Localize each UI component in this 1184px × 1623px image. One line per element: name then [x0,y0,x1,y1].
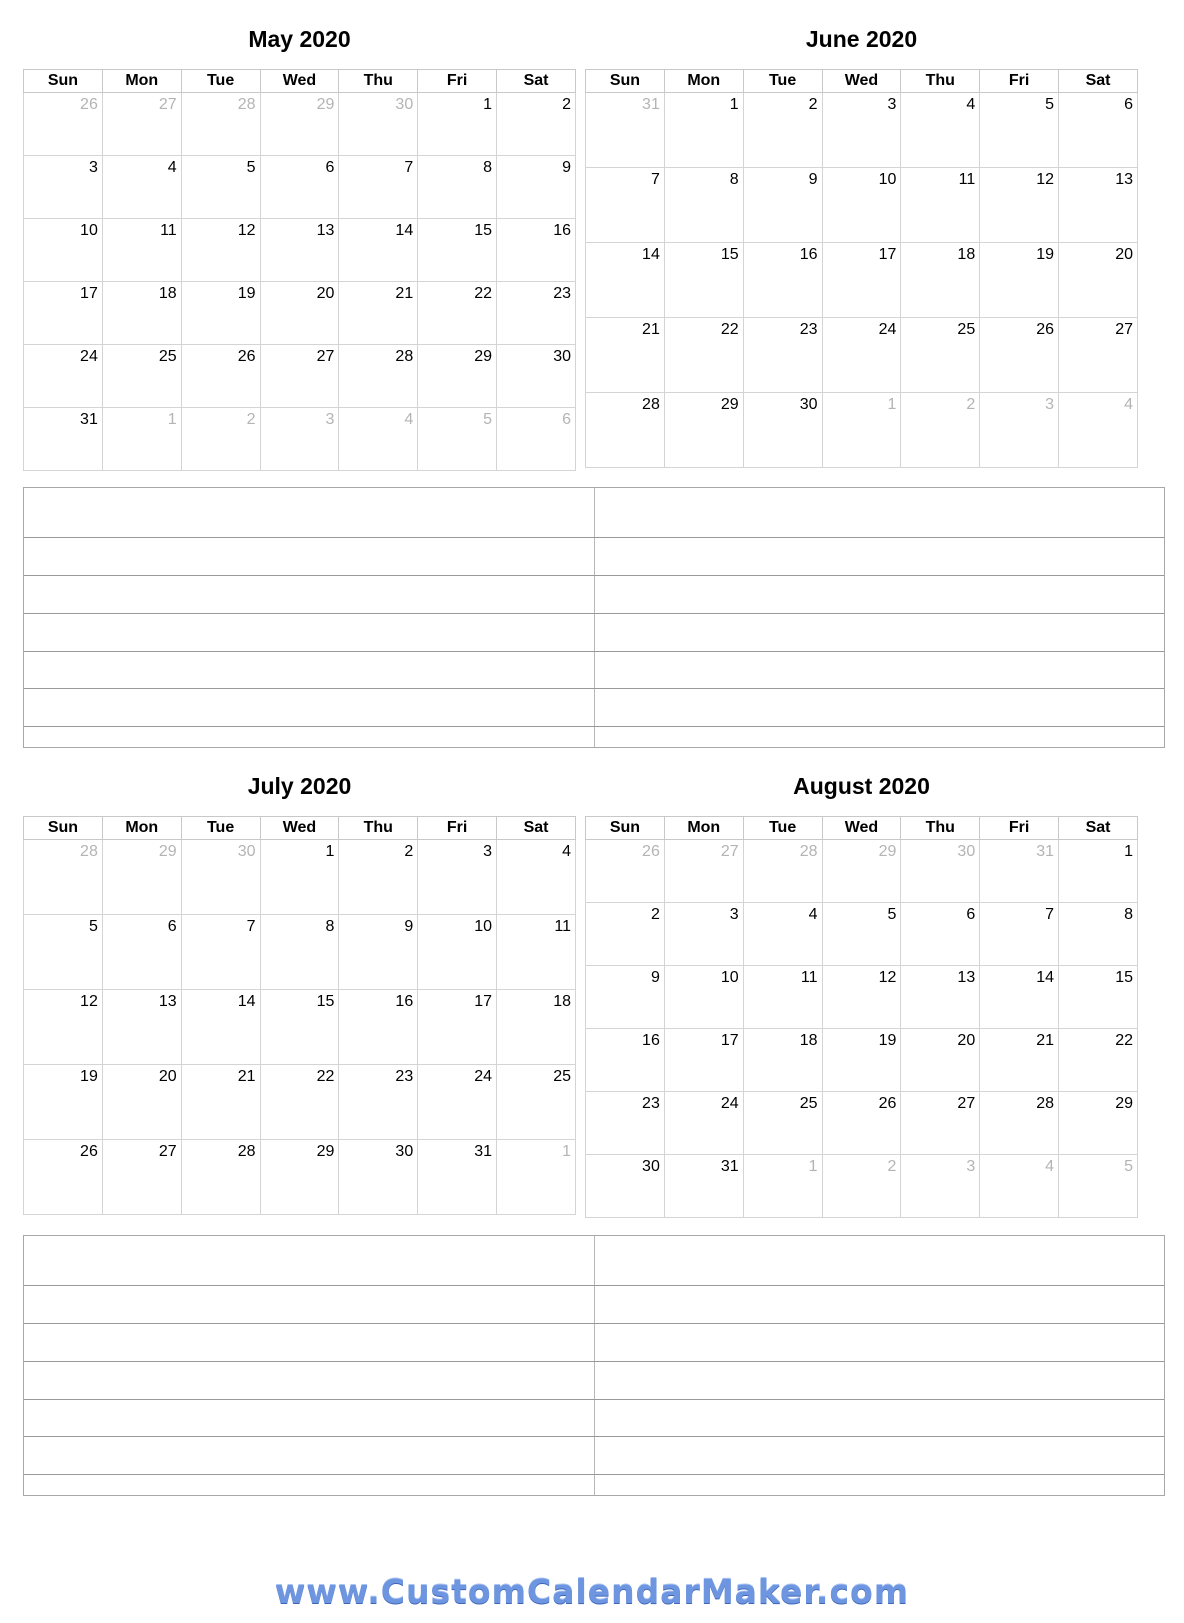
day-cell: 12 [822,966,901,1029]
day-cell: 17 [822,243,901,318]
day-cell: 23 [743,318,822,393]
day-cell: 2 [339,840,418,915]
day-cell: 25 [497,1065,576,1140]
day-cell: 26 [181,345,260,408]
day-cell: 20 [102,1065,181,1140]
day-cell: 4 [901,93,980,168]
notes-line [24,1323,1164,1324]
day-cell: 1 [260,840,339,915]
weekday-header: Fri [980,70,1059,93]
week-row [24,282,576,345]
week-row [586,1155,1138,1218]
weekday-header: Sat [1059,817,1138,840]
week-row [24,915,576,990]
day-cell: 16 [497,219,576,282]
week-row [24,990,576,1065]
day-cell: 15 [260,990,339,1065]
day-cell: 5 [822,903,901,966]
day-cell: 19 [181,282,260,345]
weekday-header: Tue [181,70,260,93]
day-cell: 9 [743,168,822,243]
week-row [24,156,576,219]
adjacent-month-day-cell: 2 [181,408,260,471]
day-cell: 27 [260,345,339,408]
day-cell: 13 [260,219,339,282]
day-cell: 17 [664,1029,743,1092]
weekday-header: Tue [743,817,822,840]
day-cell: 21 [586,318,665,393]
adjacent-month-day-cell: 1 [497,1140,576,1215]
day-cell: 25 [743,1092,822,1155]
notes-line [24,726,1164,727]
weekday-header: Wed [822,70,901,93]
day-cell: 9 [586,966,665,1029]
adjacent-month-day-cell: 4 [1059,393,1138,468]
day-cell: 24 [664,1092,743,1155]
day-cell: 6 [901,903,980,966]
day-cell: 13 [901,966,980,1029]
day-cell: 20 [260,282,339,345]
day-cell: 6 [1059,93,1138,168]
notes-line [24,1436,1164,1437]
month-title: August 2020 [793,773,930,799]
day-cell: 4 [102,156,181,219]
adjacent-month-day-cell: 4 [339,408,418,471]
week-row [586,243,1138,318]
day-cell: 30 [497,345,576,408]
day-cell: 7 [339,156,418,219]
day-cell: 26 [24,1140,103,1215]
day-cell: 6 [260,156,339,219]
notes-line [24,575,1164,576]
day-cell: 10 [822,168,901,243]
adjacent-month-day-cell: 2 [901,393,980,468]
calendar-grid [23,816,576,1215]
day-cell: 29 [260,1140,339,1215]
week-row [24,219,576,282]
month-title: May 2020 [248,26,351,52]
day-cell: 28 [181,1140,260,1215]
day-cell: 19 [822,1029,901,1092]
day-cell: 8 [260,915,339,990]
weekday-header: Mon [102,70,181,93]
day-cell: 18 [743,1029,822,1092]
day-cell: 28 [339,345,418,408]
adjacent-month-day-cell: 4 [980,1155,1059,1218]
notes-line [24,1285,1164,1286]
day-cell: 22 [260,1065,339,1140]
day-cell: 12 [24,990,103,1065]
day-cell: 8 [418,156,497,219]
weekday-header: Tue [181,817,260,840]
day-cell: 3 [24,156,103,219]
day-cell: 13 [102,990,181,1065]
calendar-grid [585,816,1138,1218]
day-cell: 30 [586,1155,665,1218]
day-cell: 22 [664,318,743,393]
adjacent-month-day-cell: 27 [102,93,181,156]
day-cell: 23 [497,282,576,345]
day-cell: 22 [418,282,497,345]
weekday-header: Thu [901,70,980,93]
weekday-header: Wed [260,70,339,93]
adjacent-month-day-cell: 3 [260,408,339,471]
day-cell: 29 [1059,1092,1138,1155]
weekday-header: Fri [980,817,1059,840]
week-row [586,168,1138,243]
adjacent-month-day-cell: 1 [822,393,901,468]
adjacent-month-day-cell: 26 [24,93,103,156]
weekday-header: Sat [497,817,576,840]
day-cell: 1 [1059,840,1138,903]
day-cell: 12 [980,168,1059,243]
day-cell: 21 [181,1065,260,1140]
day-cell: 2 [586,903,665,966]
week-row [586,393,1138,468]
week-row [24,1140,576,1215]
day-cell: 19 [24,1065,103,1140]
notes-divider [594,1236,595,1495]
day-cell: 3 [418,840,497,915]
adjacent-month-day-cell: 29 [260,93,339,156]
day-cell: 30 [743,393,822,468]
notes-divider [594,488,595,747]
day-cell: 16 [339,990,418,1065]
day-cell: 9 [339,915,418,990]
day-cell: 10 [418,915,497,990]
day-cell: 20 [901,1029,980,1092]
weekday-header: Sun [24,817,103,840]
adjacent-month-day-cell: 31 [980,840,1059,903]
day-cell: 14 [181,990,260,1065]
month-title: June 2020 [805,26,918,52]
day-cell: 26 [980,318,1059,393]
day-cell: 28 [586,393,665,468]
day-cell: 3 [664,903,743,966]
weekday-header: Mon [664,70,743,93]
adjacent-month-day-cell: 28 [181,93,260,156]
weekday-header: Sat [497,70,576,93]
notes-line [24,613,1164,614]
day-cell: 5 [181,156,260,219]
weekday-header: Thu [901,817,980,840]
weekday-header: Thu [339,70,418,93]
weekday-header: Fri [418,817,497,840]
week-row [586,318,1138,393]
adjacent-month-day-cell: 3 [901,1155,980,1218]
day-cell: 13 [1059,168,1138,243]
adjacent-month-day-cell: 30 [339,93,418,156]
weekday-header: Tue [743,70,822,93]
day-cell: 8 [1059,903,1138,966]
day-cell: 24 [418,1065,497,1140]
day-cell: 15 [1059,966,1138,1029]
weekday-header-row [24,70,576,93]
day-cell: 8 [664,168,743,243]
day-cell: 21 [980,1029,1059,1092]
week-row [586,1092,1138,1155]
day-cell: 16 [743,243,822,318]
weekday-header: Wed [260,817,339,840]
day-cell: 3 [822,93,901,168]
day-cell: 1 [664,93,743,168]
day-cell: 15 [664,243,743,318]
day-cell: 14 [586,243,665,318]
weekday-header-row [586,70,1138,93]
day-cell: 28 [980,1092,1059,1155]
day-cell: 11 [743,966,822,1029]
day-cell: 10 [24,219,103,282]
day-cell: 17 [418,990,497,1065]
adjacent-month-day-cell: 5 [418,408,497,471]
day-cell: 22 [1059,1029,1138,1092]
day-cell: 11 [102,219,181,282]
adjacent-month-day-cell: 6 [497,408,576,471]
adjacent-month-day-cell: 27 [664,840,743,903]
adjacent-month-day-cell: 30 [181,840,260,915]
day-cell: 24 [822,318,901,393]
adjacent-month-day-cell: 26 [586,840,665,903]
adjacent-month-day-cell: 29 [102,840,181,915]
weekday-header-row [586,817,1138,840]
week-row [586,840,1138,903]
day-cell: 24 [24,345,103,408]
day-cell: 16 [586,1029,665,1092]
day-cell: 27 [102,1140,181,1215]
notes-line [24,1361,1164,1362]
day-cell: 14 [339,219,418,282]
notes-line [24,537,1164,538]
day-cell: 29 [664,393,743,468]
day-cell: 9 [497,156,576,219]
notes-line [24,1474,1164,1475]
day-cell: 5 [24,915,103,990]
day-cell: 31 [664,1155,743,1218]
weekday-header: Mon [102,817,181,840]
day-cell: 17 [24,282,103,345]
adjacent-month-day-cell: 3 [980,393,1059,468]
week-row [24,408,576,471]
month-title: July 2020 [247,773,352,799]
day-cell: 27 [901,1092,980,1155]
notes-area-top [23,487,1165,748]
weekday-header: Sat [1059,70,1138,93]
day-cell: 2 [743,93,822,168]
adjacent-month-day-cell: 2 [822,1155,901,1218]
adjacent-month-day-cell: 5 [1059,1155,1138,1218]
notes-line [24,688,1164,689]
day-cell: 11 [901,168,980,243]
day-cell: 14 [980,966,1059,1029]
day-cell: 26 [822,1092,901,1155]
day-cell: 11 [497,915,576,990]
weekday-header-row [24,817,576,840]
day-cell: 7 [181,915,260,990]
adjacent-month-day-cell: 1 [102,408,181,471]
day-cell: 31 [24,408,103,471]
day-cell: 4 [497,840,576,915]
day-cell: 29 [418,345,497,408]
day-cell: 12 [181,219,260,282]
day-cell: 23 [586,1092,665,1155]
weekday-header: Thu [339,817,418,840]
day-cell: 31 [418,1140,497,1215]
footer-watermark: www.CustomCalendarMaker.com [274,1572,910,1611]
adjacent-month-day-cell: 30 [901,840,980,903]
day-cell: 27 [1059,318,1138,393]
day-cell: 18 [901,243,980,318]
weekday-header: Wed [822,817,901,840]
notes-area-bottom [23,1235,1165,1496]
day-cell: 20 [1059,243,1138,318]
day-cell: 2 [497,93,576,156]
adjacent-month-day-cell: 28 [743,840,822,903]
week-row [586,966,1138,1029]
day-cell: 25 [102,345,181,408]
day-cell: 1 [418,93,497,156]
week-row [24,840,576,915]
calendar-grid [585,69,1138,468]
week-row [24,93,576,156]
day-cell: 15 [418,219,497,282]
day-cell: 21 [339,282,418,345]
calendar-grid [23,69,576,471]
day-cell: 30 [339,1140,418,1215]
adjacent-month-day-cell: 1 [743,1155,822,1218]
weekday-header: Sun [586,70,665,93]
day-cell: 25 [901,318,980,393]
weekday-header: Sun [24,70,103,93]
day-cell: 7 [980,903,1059,966]
week-row [586,1029,1138,1092]
weekday-header: Fri [418,70,497,93]
day-cell: 18 [497,990,576,1065]
week-row [586,93,1138,168]
day-cell: 18 [102,282,181,345]
week-row [24,345,576,408]
day-cell: 4 [743,903,822,966]
notes-line [24,1399,1164,1400]
adjacent-month-day-cell: 31 [586,93,665,168]
day-cell: 5 [980,93,1059,168]
week-row [586,903,1138,966]
weekday-header: Sun [586,817,665,840]
notes-line [24,651,1164,652]
day-cell: 7 [586,168,665,243]
day-cell: 23 [339,1065,418,1140]
adjacent-month-day-cell: 29 [822,840,901,903]
day-cell: 19 [980,243,1059,318]
weekday-header: Mon [664,817,743,840]
adjacent-month-day-cell: 28 [24,840,103,915]
day-cell: 10 [664,966,743,1029]
day-cell: 6 [102,915,181,990]
week-row [24,1065,576,1140]
